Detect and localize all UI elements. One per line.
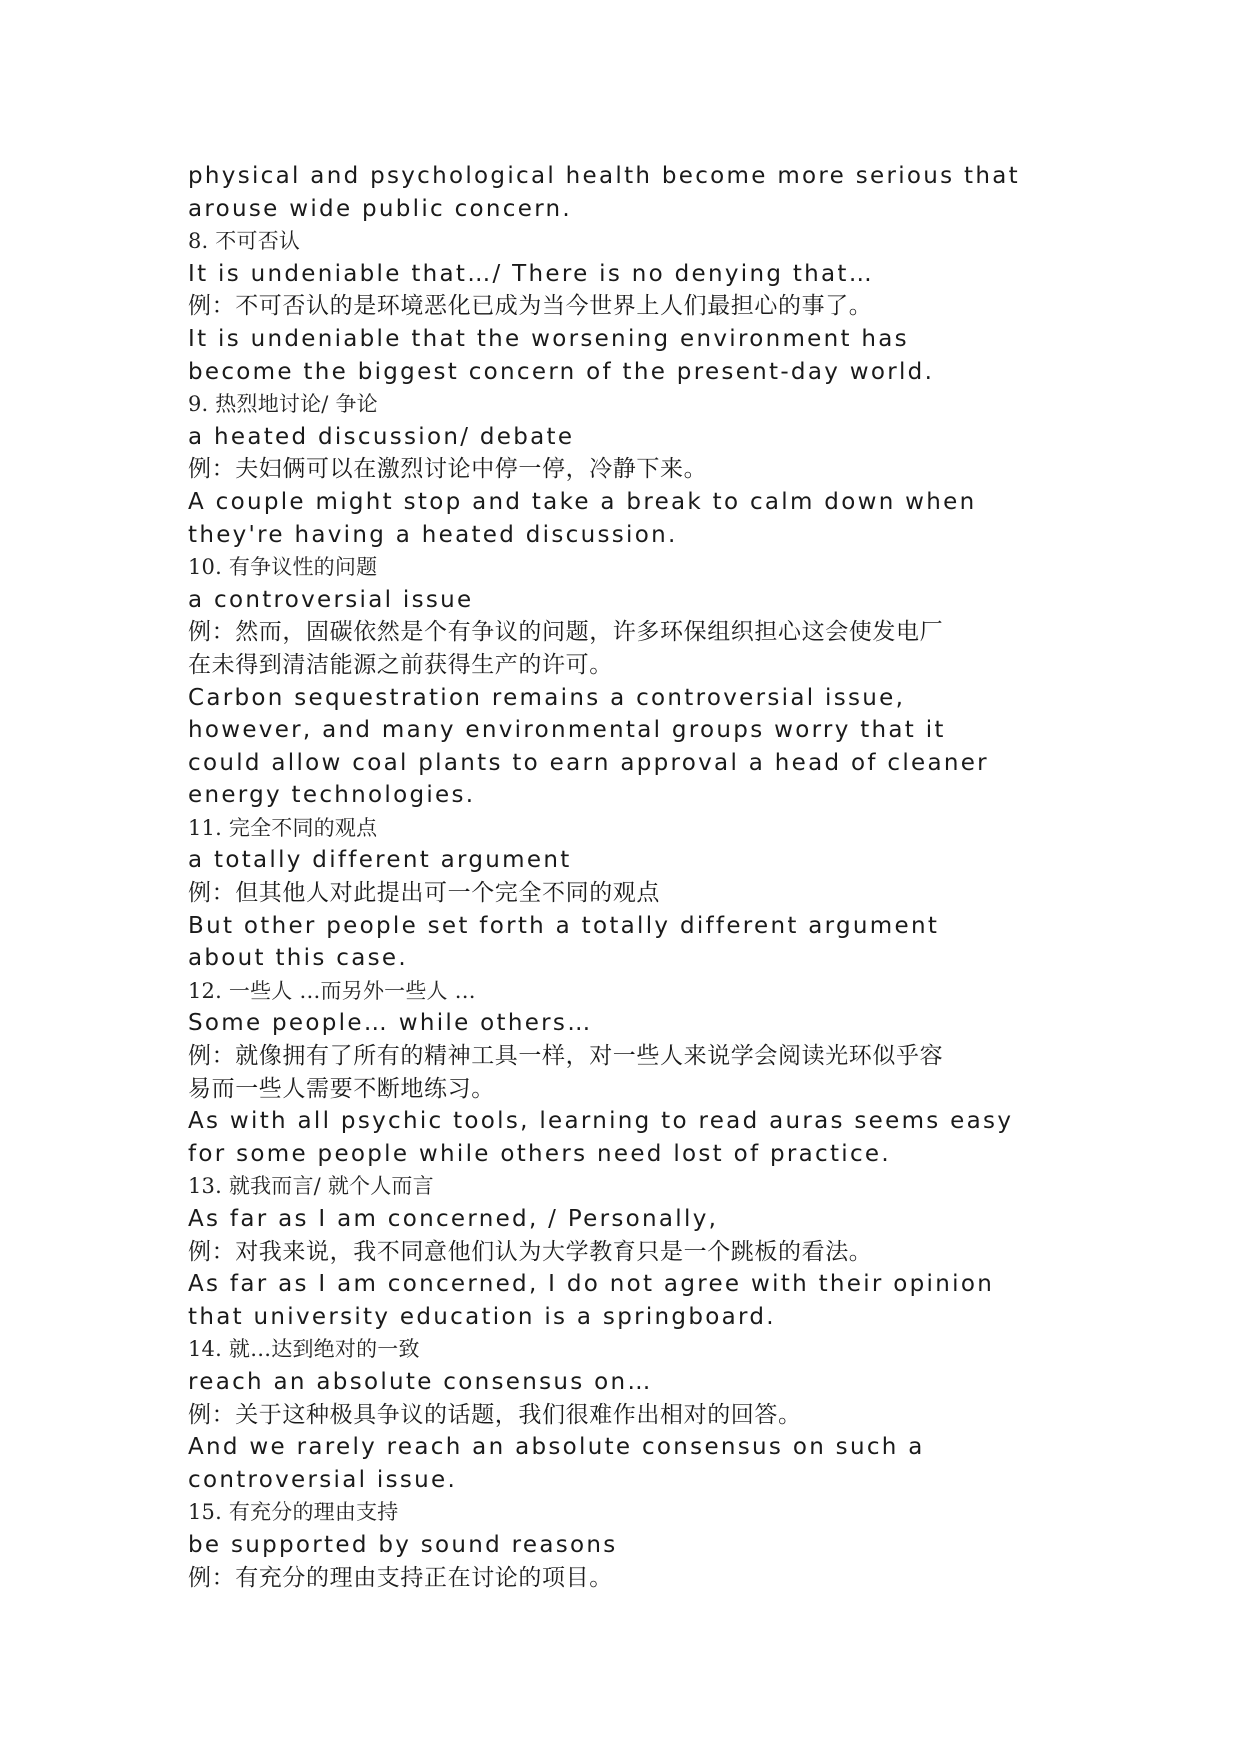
example-chinese: 易而一些人需要不断地练习。 (188, 1075, 495, 1102)
intro-block (188, 160, 1088, 225)
example-english: But other people set forth a totally different argument (188, 912, 940, 939)
example-english: As with all psychic tools, learning to read auras seems easy (188, 1108, 1014, 1135)
intro-line: physical and psychological health become more serious that (188, 163, 1020, 189)
phrase-entry-9 (188, 388, 1088, 551)
example-english: energy technologies. (188, 782, 476, 809)
example-chinese: 例：但其他人对此提出可一个完全不同的观点 (188, 880, 660, 907)
phrase-entry-14 (188, 1333, 1088, 1496)
example-english: could allow coal plants to earn approval a head of cleaner (188, 749, 989, 776)
example-english: they're having a heated discussion. (188, 521, 678, 548)
example-english: become the biggest concern of the present-day world. (188, 358, 935, 385)
example-english: Carbon sequestration remains a controversial issue, (188, 684, 906, 711)
phrase-entry-8 (188, 225, 1088, 388)
example-english: however, and many environmental groups worry that it (188, 717, 946, 744)
entry-phrase: It is undeniable that…/ There is no denying that… (188, 260, 875, 287)
phrase-entry-15 (188, 1496, 1088, 1594)
example-english: that university education is a springboard. (188, 1303, 776, 1330)
example-english: And we rarely reach an absolute consensus on such a (188, 1434, 925, 1461)
entry-heading: 12. 一些人 …而另外一些人 … (188, 978, 476, 1003)
entry-phrase: As far as I am concerned, / Personally, (188, 1206, 719, 1232)
entry-phrase: reach an absolute consensus on… (188, 1368, 653, 1395)
example-chinese: 例：关于这种极具争议的话题，我们很难作出相对的回答。 (188, 1401, 802, 1428)
example-english: controversial issue. (188, 1466, 458, 1493)
entry-heading: 9. 热烈地讨论/ 争论 (188, 392, 378, 417)
example-chinese: 例：然而，固碳依然是个有争议的问题，许多环保组织担心这会使发电厂 (188, 619, 944, 646)
example-chinese: 例：有充分的理由支持正在讨论的项目。 (188, 1564, 613, 1591)
intro-line: arouse wide public concern. (188, 195, 573, 222)
example-english: for some people while others need lost of practice. (188, 1140, 891, 1167)
entry-heading: 8. 不可否认 (188, 229, 301, 254)
example-chinese: 例：不可否认的是环境恶化已成为当今世界上人们最担心的事了。 (188, 293, 873, 320)
example-english: As far as I am concerned, I do not agree with their opinion (188, 1271, 995, 1298)
phrase-entry-13 (188, 1170, 1088, 1333)
example-chinese: 例：夫妇俩可以在激烈讨论中停一停，冷静下来。 (188, 456, 708, 483)
phrase-entry-12 (188, 975, 1088, 1171)
entry-heading: 11. 完全不同的观点 (188, 815, 378, 840)
example-chinese: 例：对我来说，我不同意他们认为大学教育只是一个跳板的看法。 (188, 1238, 873, 1265)
example-chinese: 例：就像拥有了所有的精神工具一样，对一些人来说学会阅读光环似乎容 (188, 1043, 944, 1070)
phrase-entry-11 (188, 812, 1088, 975)
document-page (188, 160, 1088, 1594)
entry-phrase: a totally different argument (188, 847, 572, 874)
example-english: It is undeniable that the worsening environment has (188, 325, 909, 352)
entry-phrase: a controversial issue (188, 586, 474, 613)
example-chinese: 在未得到清洁能源之前获得生产的许可。 (188, 651, 613, 678)
entry-heading: 15. 有充分的理由支持 (188, 1500, 399, 1525)
example-english: A couple might stop and take a break to calm down when (188, 488, 977, 515)
entry-heading: 14. 就…达到绝对的一致 (188, 1337, 420, 1362)
entry-phrase: a heated discussion/ debate (188, 423, 575, 450)
entry-heading: 10. 有争议性的问题 (188, 555, 378, 580)
entry-phrase: be supported by sound reasons (188, 1531, 618, 1558)
entry-phrase: Some people… while others… (188, 1010, 593, 1037)
phrase-entry-10 (188, 551, 1088, 812)
entry-heading: 13. 就我而言/ 就个人而言 (188, 1174, 434, 1199)
example-english: about this case. (188, 945, 408, 972)
